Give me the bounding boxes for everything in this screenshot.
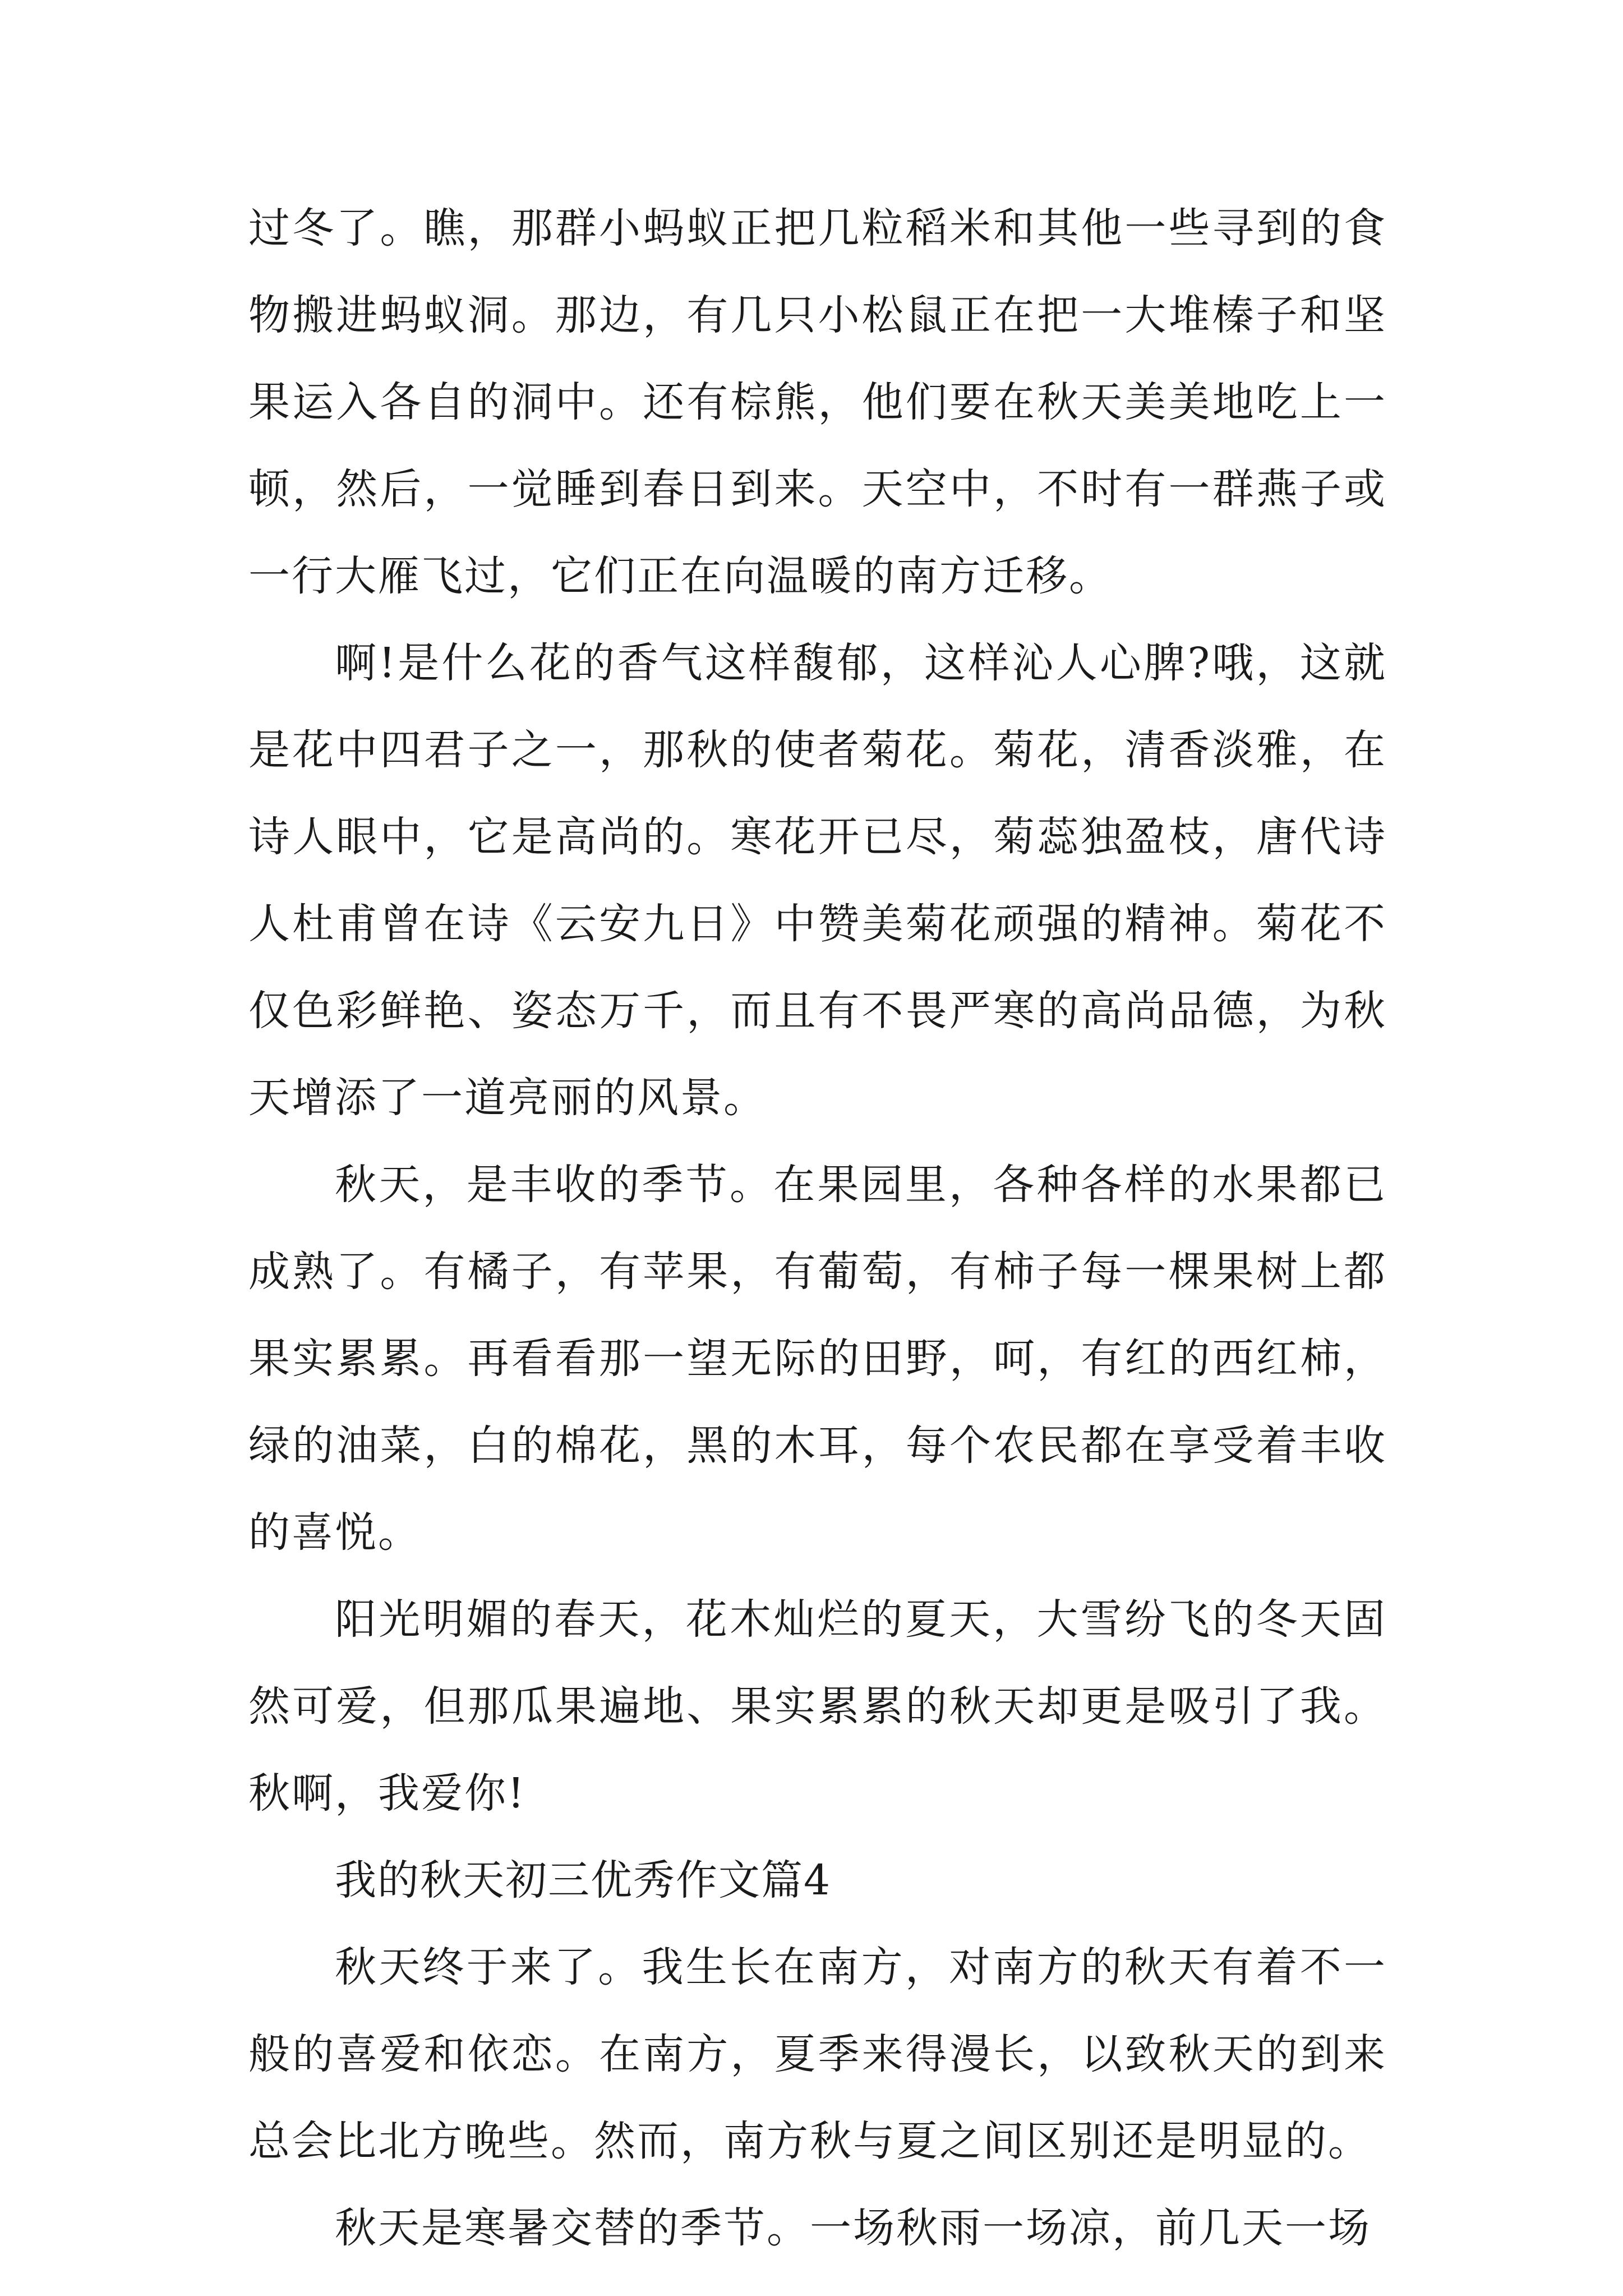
paragraph-season-change: 秋天是寒暑交替的季节。一场秋雨一场凉，前几天一场 [335,2204,1371,2252]
paragraph-harvest: 秋天，是丰收的季节。在果园里，各种各样的水果都已成熟了。有橘子，有苹果，有葡萄，有柿子每一棵果树上都果实累累。再看看那一望无际的田野，呵，有红的西红柿，绿的油菜，白的棉花，黑的木耳，每个农民都在享受着丰收的喜悦。 [248,1161,1387,1557]
paragraph-chrysanthemum: 啊!是什么花的香气这样馥郁，这样沁人心脾?哦，这就是花中四君子之一，那秋的使者菊花。菊花，清香淡雅，在诗人眼中，它是高尚的。寒花开已尽，菊蕊独盈枝，唐代诗人杜甫曾在诗《云安九日》中赞美菊花顽强的精神。菊花不仅色彩鲜艳、姿态万千，而且有不畏严寒的高尚品德，为秋天增添了一道亮丽的风景。 [248,639,1387,1122]
paragraph-autumn-arrives: 秋天终于来了。我生长在南方，对南方的秋天有着不一般的喜爱和依恋。在南方，夏季来得漫长，以致秋天的到来总会比北方晚些。然而，南方秋与夏之间区别还是明显的。 [248,1943,1387,2165]
essay-heading: 我的秋天初三优秀作文篇4 [335,1856,832,1904]
paragraph-continuation: 过冬了。瞧，那群小蚂蚁正把几粒稻米和其他一些寻到的食物搬进蚂蚁洞。那边，有几只小松鼠正在把一大堆榛子和坚果运入各自的洞中。还有棕熊，他们要在秋天美美地吃上一顿，然后，一觉睡到春日到来。天空中，不时有一群燕子或一行大雁飞过，它们正在向温暖的南方迁移。 [248,204,1387,600]
paragraph-conclusion: 阳光明媚的春天，花木灿烂的夏天，大雪纷飞的冬天固然可爱，但那瓜果遍地、果实累累的秋天却更是吸引了我。秋啊，我爱你! [248,1595,1387,1818]
essay-body [248,185,1387,2272]
